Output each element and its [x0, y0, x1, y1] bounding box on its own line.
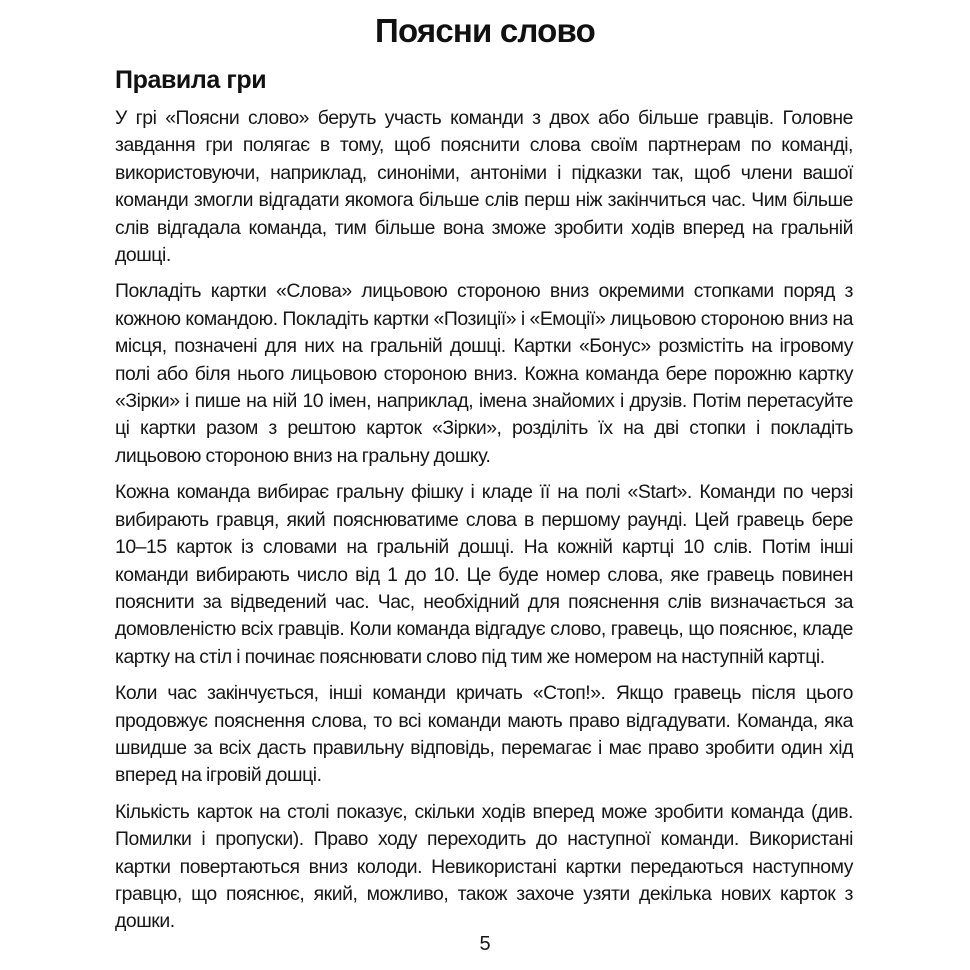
rules-paragraph-5: Кількість карток на столі показує, скільки ходів вперед може зробити команда (див. Помилки і пропуски). Право ходу переходить до наступної команди. Використані картки повертаються вниз колоди. Невикористані картки передаються наступному гравцю, що пояснює, який, можливо, також захоче узяти декілька нових карток з дошки. [115, 800, 853, 933]
section-heading: Правила гри [115, 66, 267, 94]
rules-paragraph-1: У грі «Поясни слово» беруть участь команди з двох або більше гравців. Головне завдання гри полягає в тому, щоб пояснити слова своїм партнерам по команді, використовуючи, наприклад, синоніми, антоніми і підказки так, щоб члени вашої команди змогли відгадати якомога більше слів перш ніж закінчиться час. Чим більше слів відгадала команда, тим більше вона зможе зробити ходів вперед на гральній дошці. [115, 107, 853, 267]
rules-paragraph-3: Кожна команда вибирає гральну фішку і кладе її на полі «Start». Команди по черзі вибирають гравця, який пояснюватиме слова в першому раунді. Цей гравець бере 10–15 карток із словами на гральній дошці. На кожній картці 10 слів. Потім інші команди вибирають число від 1 до 10. Це буде номер слова, яке гравець повинен пояснити за відведений час. Час, необхідний для пояснення слів визначається за домовленістю всіх гравців. Коли команда відгадує слово, гравець, що пояснює, кладе картку на стіл і починає пояснювати слово під тим же номером на наступній картці. [115, 481, 853, 668]
page-number: 5 [479, 933, 491, 955]
rules-section [115, 66, 853, 936]
rules-paragraph-2: Покладіть картки «Слова» лицьовою стороною вниз окремими стопками поряд з кожною командою. Покладіть картки «Позиції» і «Емоції» лицьовою стороною вниз на місця, позначені для них на гральній дошці. Картки «Бонус» розмістіть на ігровому полі або біля нього лицьовою стороною вниз. Кожна команда бере порожню картку «Зірки» і пише на ній 10 імен, наприклад, імена знайомих і друзів. Потім перетасуйте ці картки разом з рештою карток «Зірки», розділіть їх на дві стопки і покладіть лицьовою стороною вниз на гральну дошку. [115, 280, 853, 467]
rules-paragraph-4: Коли час закінчується, інші команди кричать «Стоп!». Якщо гравець після цього продовжує пояснення слова, то всі команди мають право відгадувати. Команда, яка швидше за всіх дасть правильну відповідь, перемагає і має право зробити один хід вперед на ігровій дошці. [115, 682, 853, 787]
document-title: Поясни слово [375, 12, 595, 49]
